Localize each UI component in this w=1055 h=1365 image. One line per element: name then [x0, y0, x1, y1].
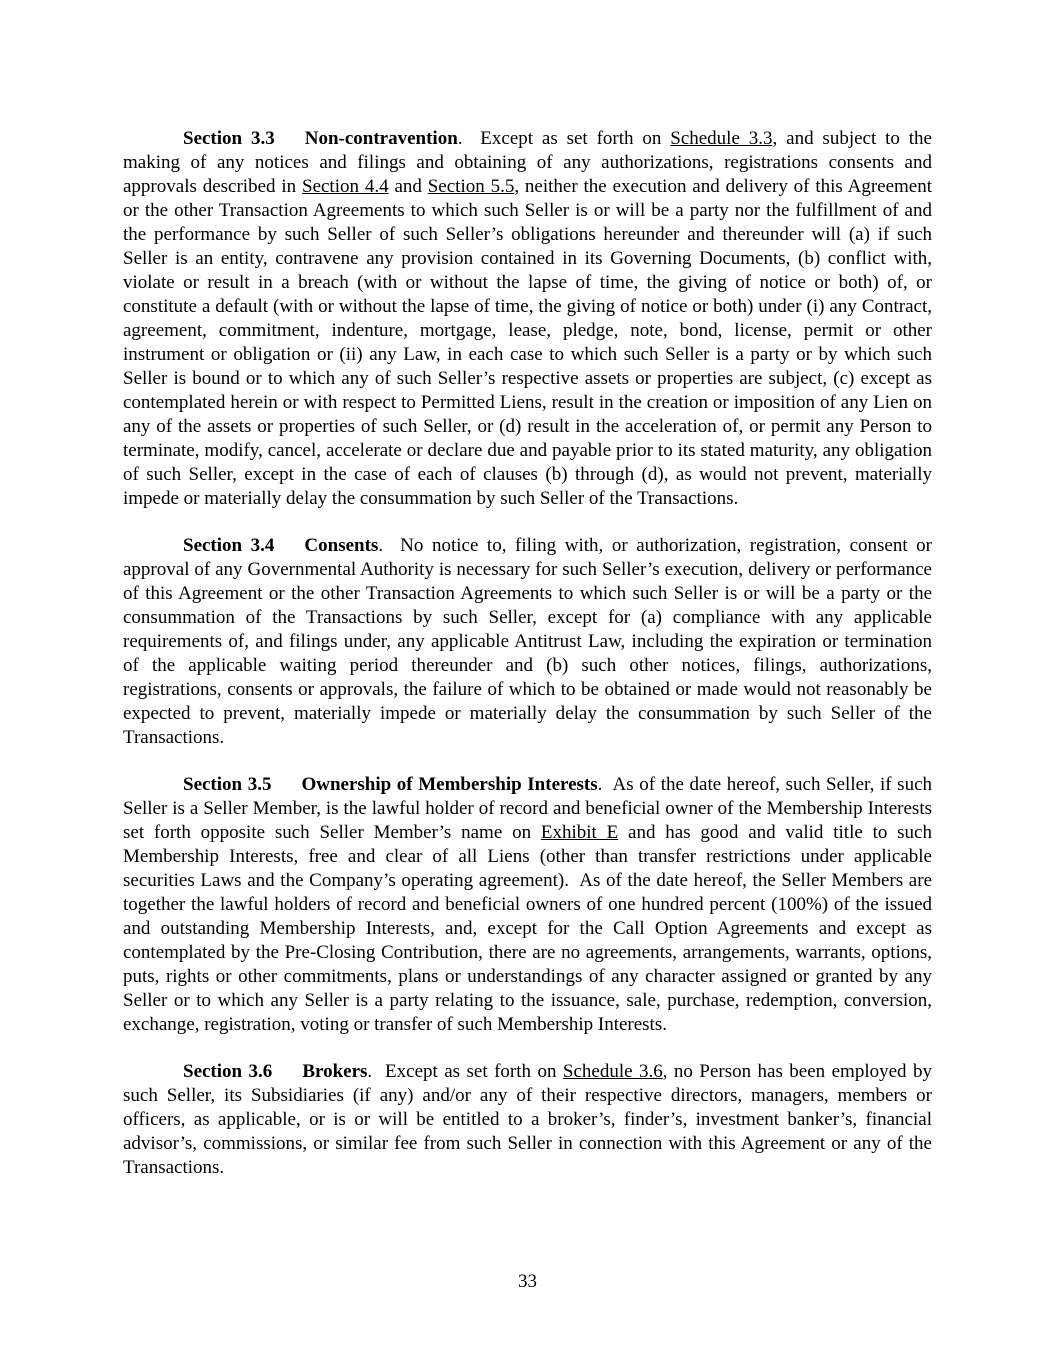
cross-reference: Section 4.4	[302, 176, 389, 197]
section-heading-text: Section 3.4	[183, 535, 275, 556]
body-text: , and subject to the making of any notices and filings and obtaining of any authorizations, registrations consents and approvals described in	[123, 128, 932, 197]
document-body	[123, 127, 932, 1180]
page-number: 33	[518, 1271, 537, 1292]
body-text: and	[388, 176, 428, 197]
body-text: and has good and valid title to such Membership Interests, free and clear of all Liens (other than transfer restrictions under applicable securities Laws and the Company’s operating agreement). As of the date hereof, the Seller Members are together the lawful holders of record and beneficial owners of one hundred percent (100%) of the issued and outstanding Membership Interests, and, except for the Call Option Agreements and except as contemplated by the Pre-Closing Contribution, there are no agreements, arrangements, warrants, options, puts, rights or other commitments, plans or understandings of any character assigned or granted by any Seller or to which any Seller is a party relating to the issuance, sale, purchase, redemption, conversion, exchange, registration, voting or transfer of such Membership Interests.	[123, 822, 932, 1035]
section-heading-text: Section 3.6	[183, 1061, 273, 1082]
section-heading-text: Consents	[304, 535, 379, 556]
paragraph-section-3-6	[123, 1060, 932, 1180]
body-text: . Except as set forth on	[457, 128, 671, 149]
section-heading-text: Ownership of Membership Interests	[301, 774, 598, 795]
cross-reference: Schedule 3.3	[670, 128, 773, 149]
body-text: , no Person has been employed by such Seller, its Subsidiaries (if any) and/or any of their respective directors, managers, members or officers, as applicable, or is or will be entitled to a broker’s, finder’s, investment banker’s, financial advisor’s, commissions, or similar fee from such Seller in connection with this Agreement or any of the Transactions.	[123, 1061, 932, 1178]
paragraph-section-3-5	[123, 773, 932, 1037]
cross-reference: Section 5.5	[427, 176, 515, 197]
section-heading-text: Brokers	[302, 1061, 368, 1082]
cross-reference: Exhibit E	[540, 822, 619, 843]
cross-reference: Schedule 3.6	[562, 1061, 663, 1082]
paragraph-section-3-3	[123, 127, 932, 511]
body-text: . Except as set forth on	[367, 1061, 563, 1082]
body-text: . No notice to, filing with, or authorization, registration, consent or approval of any Governmental Authority is necessary for such Seller’s execution, delivery or performance of this Agreement or the other Transaction Agreements to which such Seller is or will be a party or the consummation of the Transactions by such Seller, except for (a) compliance with any applicable requirements of, and filings under, any applicable Antitrust Law, including the expiration or termination of the applicable waiting period thereunder and (b) such other notices, filings, authorizations, registrations, consents or approvals, the failure of which to be obtained or made would not reasonably be expected to prevent, materially impede or materially delay the consummation by such Seller of the Transactions.	[123, 535, 932, 748]
section-heading-text: Non-contravention	[304, 128, 458, 149]
section-heading-text: Section 3.5	[183, 774, 272, 795]
body-text: , neither the execution and delivery of this Agreement or the other Transaction Agreements to which such Seller is or will be a party nor the fulfillment of and the performance by such Seller of such Seller’s obligations hereunder and thereunder will (a) if such Seller is an entity, contravene any provision contained in its Governing Documents, (b) conflict with, violate or result in a breach (with or without the lapse of time, the giving of notice or both) of, or constitute a default (with or without the lapse of time, the giving of notice or both) under (i) any Contract, agreement, commitment, indenture, mortgage, lease, pledge, note, bond, license, permit or other instrument or obligation or (ii) any Law, in each case to which such Seller is a party or by which such Seller is bound or to which any of such Seller’s respective assets or properties are subject, (c) except as contemplated herein or with respect to Permitted Liens, result in the creation or imposition of any Lien on any of the assets or properties of such Seller, or (d) result in the acceleration of, or permit any Person to terminate, modify, cancel, accelerate or declare due and payable prior to its stated maturity, any obligation of such Seller, except in the case of each of clauses (b) through (d), as would not prevent, materially impede or materially delay the consummation by such Seller of the Transactions.	[123, 176, 933, 509]
section-heading-text: Section 3.3	[183, 128, 275, 149]
body-text: . As of the date hereof, such Seller, if such Seller is a Seller Member, is the lawful holder of record and beneficial owner of the Membership Interests set forth opposite such Seller Member’s name on	[123, 774, 933, 843]
paragraph-section-3-4	[123, 534, 932, 750]
